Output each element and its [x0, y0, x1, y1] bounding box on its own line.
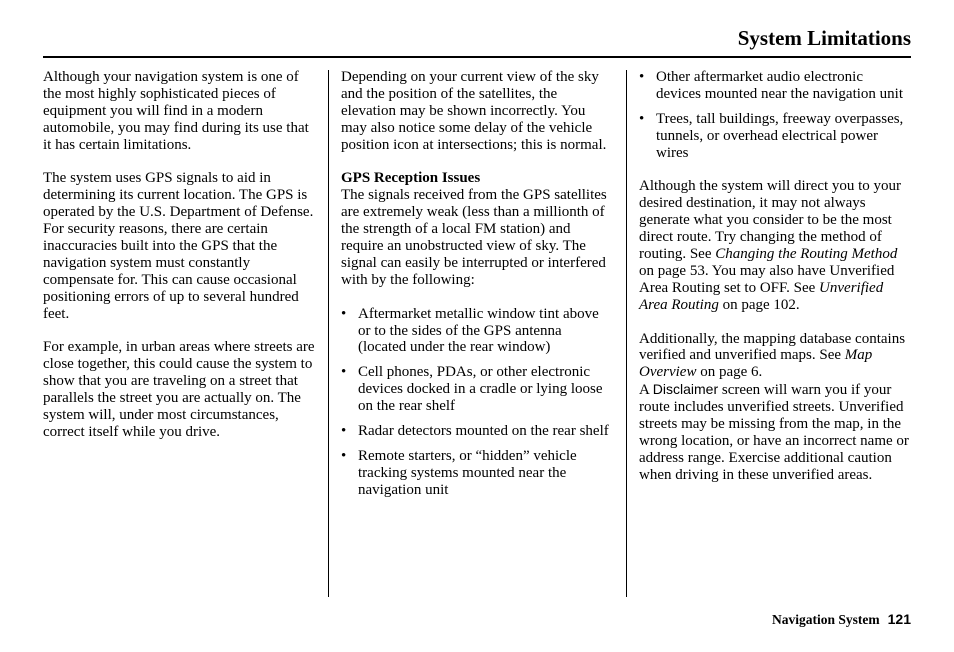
paragraph-mapping-database: Additionally, the mapping database contains verified and unverified maps. See Map Overview on page 6. — [639, 330, 906, 381]
page-number: 121 — [887, 611, 911, 627]
paragraph-disclaimer: A Disclaimer screen will warn you if your route includes unverified streets. Unverified streets may be missing from the map, in the wrong location, or have an incorrect name or address range. Exercise additional caution when driving in these unverified areas. — [639, 381, 909, 483]
list-item: • Aftermarket metallic window tint above or to the sides of the GPS antenna (located under the rear window) — [341, 306, 613, 357]
paragraph-example: For example, in urban areas where streets are close together, this could cause the system to show that you are traveling on a street that parallels the street you are actually on. The system will, under most circumstances, correct itself while you drive. — [43, 339, 315, 440]
column-1 — [43, 69, 315, 458]
column-divider-2 — [626, 70, 627, 597]
reference-map-overview: Map Overview — [639, 347, 873, 381]
header-rule — [43, 56, 911, 58]
reference-changing-routing-method: Changing the Routing Method — [715, 246, 898, 263]
interference-list — [341, 306, 613, 499]
paragraph-elevation: Depending on your current view of the sky and the position of the satellites, the elevation may be shown incorrectly. You may also notice some delay of the vehicle position icon at intersections; this is normal. — [341, 69, 607, 153]
paragraph-intro: Although your navigation system is one of the most highly sophisticated pieces of equipment you will find in a modern automobile, you may find during its use that it has certain limitations. — [43, 69, 309, 153]
paragraph-routing: Although the system will direct you to your desired destination, it may not always generate what you consider to be the most direct route. Try changing the method of routing. See Changing the Routing Method on page 53. You may also have Unverified Area Routing set to OFF. See Unverified Area Routing on page 102. — [639, 178, 902, 313]
list-item: • Remote starters, or “hidden” vehicle tracking systems mounted near the navigation unit — [341, 448, 613, 499]
list-item: • Radar detectors mounted on the rear shelf — [341, 423, 613, 440]
page-title: System Limitations — [737, 26, 911, 50]
section-heading-gps-reception: GPS Reception Issues — [341, 170, 481, 187]
column-divider-1 — [328, 70, 329, 597]
column-3 — [639, 69, 911, 501]
list-item: • Other aftermarket audio electronic devices mounted near the navigation unit — [639, 69, 911, 103]
paragraph-signals: The signals received from the GPS satellites are extremely weak (less than a millionth of the strength of a local FM station) and require an unobstructed view of sky. The signal can easily be interrupted or interfered with by the following: — [341, 187, 607, 288]
column-2 — [341, 69, 613, 516]
reference-unverified-area-routing: Unverified Area Routing — [639, 279, 884, 313]
footer-section-name: Navigation System — [772, 612, 880, 627]
paragraph-gps: The system uses GPS signals to aid in determining its current location. The GPS is operated by the U.S. Department of Defense. For security reasons, there are certain inaccuracies built into the GPS that the navigation system must constantly compensate for. This can cause occasional positioning errors of up to several hundred feet. — [43, 170, 314, 322]
term-disclaimer: Disclaimer — [652, 381, 719, 398]
interference-list-continued — [639, 69, 911, 162]
page-footer — [772, 611, 911, 628]
list-item: • Cell phones, PDAs, or other electronic devices docked in a cradle or lying loose on the rear shelf — [341, 364, 613, 415]
list-item: • Trees, tall buildings, freeway overpasses, tunnels, or overhead electrical power wires — [639, 111, 911, 162]
